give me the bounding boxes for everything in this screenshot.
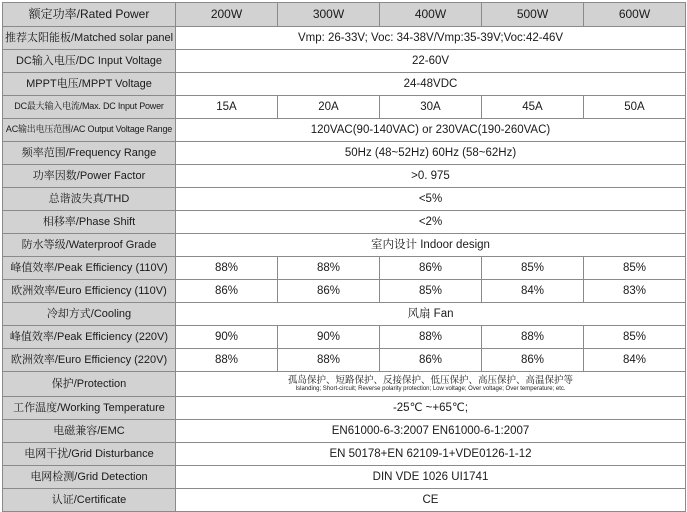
rated-power-label: 额定功率/Rated Power: [3, 3, 176, 27]
row-label: 电网干扰/Grid Disturbance: [3, 443, 176, 466]
row-label: 电网检测/Grid Detection: [3, 466, 176, 489]
row-label: 保护/Protection: [3, 372, 176, 397]
value-500w: 86%: [482, 349, 584, 372]
row-label: 推荐太阳能板/Matched solar panel: [3, 27, 176, 50]
row-grid-disturbance: [3, 443, 686, 466]
value-500w: 85%: [482, 257, 584, 280]
row-value: Vmp: 26-33V; Voc: 34-38V/Vmp:35-39V;Voc:42-46V: [176, 27, 686, 50]
row-value: EN61000-6-3:2007 EN61000-6-1:2007: [176, 420, 686, 443]
row-value: 风扇 Fan: [176, 303, 686, 326]
value-300w: 88%: [278, 257, 380, 280]
value-200w: 86%: [176, 280, 278, 303]
protection-text-en: Islanding; Short-circuit; Reverse polarity protection; Low voltage; Over voltage; Over temperature; etc.: [295, 385, 566, 392]
value-200w: 90%: [176, 326, 278, 349]
row-label: 欧洲效率/Euro Efficiency (220V): [3, 349, 176, 372]
row-label: 电磁兼容/EMC: [3, 420, 176, 443]
row-ac-output-voltage: [3, 119, 686, 142]
row-value: 120VAC(90-140VAC) or 230VAC(190-260VAC): [176, 119, 686, 142]
row-label: 功率因数/Power Factor: [3, 165, 176, 188]
row-label: DC最大输入电流/Max. DC Input Power: [3, 96, 176, 119]
value-500w: 84%: [482, 280, 584, 303]
row-peak-efficiency-220v: [3, 326, 686, 349]
value-600w: 85%: [584, 257, 686, 280]
row-value: CE: [176, 489, 686, 512]
row-protection: [3, 372, 686, 397]
row-value: <5%: [176, 188, 686, 211]
value-300w: 88%: [278, 349, 380, 372]
row-value: <2%: [176, 211, 686, 234]
row-label: MPPT电压/MPPT Voltage: [3, 73, 176, 96]
row-label: DC输入电压/DC Input Voltage: [3, 50, 176, 73]
header-row: [3, 3, 686, 27]
power-600w: 600W: [584, 3, 686, 27]
row-label: 总谐波失真/THD: [3, 188, 176, 211]
value-600w: 84%: [584, 349, 686, 372]
row-cooling: [3, 303, 686, 326]
row-label: 工作温度/Working Temperature: [3, 397, 176, 420]
row-value: 50Hz (48~52Hz) 60Hz (58~62Hz): [176, 142, 686, 165]
row-emc: [3, 420, 686, 443]
value-400w: 86%: [380, 349, 482, 372]
row-waterproof-grade: [3, 234, 686, 257]
row-euro-efficiency-220v: [3, 349, 686, 372]
row-value: EN 50178+EN 62109-1+VDE0126-1-12: [176, 443, 686, 466]
spec-table: [2, 2, 686, 512]
row-thd: [3, 188, 686, 211]
row-value: -25℃ ~+65℃;: [176, 397, 686, 420]
value-600w: 50A: [584, 96, 686, 119]
row-label: 峰值效率/Peak Efficiency (220V): [3, 326, 176, 349]
value-500w: 45A: [482, 96, 584, 119]
row-value: 24-48VDC: [176, 73, 686, 96]
value-300w: 86%: [278, 280, 380, 303]
value-600w: 83%: [584, 280, 686, 303]
value-200w: 15A: [176, 96, 278, 119]
value-300w: 20A: [278, 96, 380, 119]
row-label: 峰值效率/Peak Efficiency (110V): [3, 257, 176, 280]
row-frequency-range: [3, 142, 686, 165]
row-value: DIN VDE 1026 UI1741: [176, 466, 686, 489]
value-200w: 88%: [176, 349, 278, 372]
value-400w: 85%: [380, 280, 482, 303]
value-400w: 30A: [380, 96, 482, 119]
row-phase-shift: [3, 211, 686, 234]
row-value: >0. 975: [176, 165, 686, 188]
protection-value: [176, 372, 686, 397]
protection-text-cn: 孤岛保护、短路保护、反接保护、低压保护、高压保护、高温保护等: [287, 374, 573, 386]
row-label: 相移率/Phase Shift: [3, 211, 176, 234]
power-200w: 200W: [176, 3, 278, 27]
row-dc-input-voltage: [3, 50, 686, 73]
row-working-temperature: [3, 397, 686, 420]
row-label: 冷却方式/Cooling: [3, 303, 176, 326]
row-euro-efficiency-110v: [3, 280, 686, 303]
power-400w: 400W: [380, 3, 482, 27]
row-max-dc-input: [3, 96, 686, 119]
row-label: 防水等级/Waterproof Grade: [3, 234, 176, 257]
row-mppt-voltage: [3, 73, 686, 96]
row-label: 欧洲效率/Euro Efficiency (110V): [3, 280, 176, 303]
row-label: 频率范围/Frequency Range: [3, 142, 176, 165]
row-peak-efficiency-110v: [3, 257, 686, 280]
row-label: AC输出电压范围/AC Output Voltage Range: [3, 119, 176, 142]
row-grid-detection: [3, 466, 686, 489]
value-600w: 85%: [584, 326, 686, 349]
row-value: 室内设计 Indoor design: [176, 234, 686, 257]
row-certificate: [3, 489, 686, 512]
row-matched-solar-panel: [3, 27, 686, 50]
row-value: 22-60V: [176, 50, 686, 73]
power-500w: 500W: [482, 3, 584, 27]
value-200w: 88%: [176, 257, 278, 280]
value-400w: 86%: [380, 257, 482, 280]
row-power-factor: [3, 165, 686, 188]
row-label: 认证/Certificate: [3, 489, 176, 512]
value-300w: 90%: [278, 326, 380, 349]
value-400w: 88%: [380, 326, 482, 349]
value-500w: 88%: [482, 326, 584, 349]
power-300w: 300W: [278, 3, 380, 27]
